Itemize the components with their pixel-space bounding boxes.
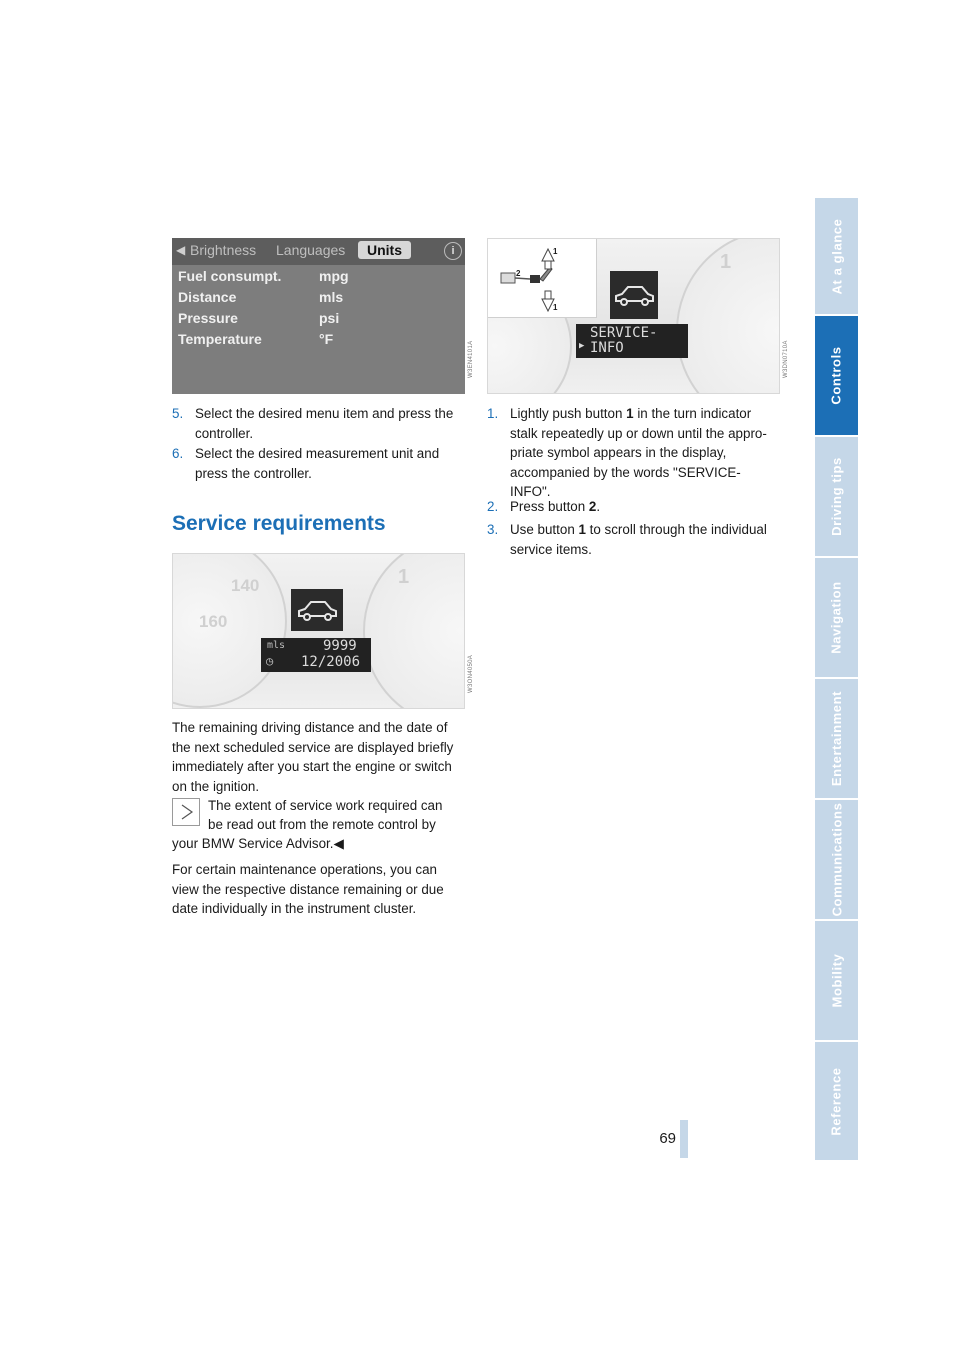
distance-unit: mls [267,640,286,651]
step-line: INFO". [510,484,551,499]
side-tab-entertainment[interactable] [815,679,858,798]
step-text [195,404,453,443]
dial-number: 1 [720,251,732,273]
clock-icon: ◷ [266,654,274,668]
step-line: in the turn indicator [633,406,752,421]
dial-number: 140 [231,576,260,595]
dial-number: 160 [199,612,228,631]
note-line-2: be read out from the remote control by [208,817,436,832]
figure-code: W3DN0710A [783,340,789,378]
car-service-icon [291,589,343,631]
step-line: service items. [510,541,592,557]
lcd-line-1: SERVICE- [590,325,658,341]
step-line: priate symbol appears in the display, [510,445,727,460]
note-line-1: The extent of service work required can [208,798,443,813]
side-tab-label: At a glance [829,218,844,294]
turn-stalk-icon [488,239,596,317]
step-line: . [596,499,601,514]
step-number: 3. [487,522,499,537]
side-tab-label: Entertainment [829,690,845,787]
step-line: press the controller. [195,465,312,481]
row-value-pressure: psi [319,310,340,326]
figure-code: W3EN4101A [468,340,474,378]
section-heading: Service requirements [172,512,386,535]
step-line: to scroll through the individual [585,522,767,537]
paragraph-service-display [172,718,472,796]
step-line: accompanied by the words "SERVICE- [510,464,741,480]
para-line: date individually in the instrument cluster. [172,901,417,916]
button-label-1-top: 1 [553,247,558,256]
row-value-temperature: °F [319,331,334,347]
info-icon: i [444,242,462,260]
side-tab-navigation[interactable] [815,558,858,677]
side-tab-mobility[interactable] [815,921,858,1040]
button-ref: 2 [588,499,597,514]
para-line: The remaining driving distance and the date of [172,720,448,735]
para-line: view the respective distance remaining or due [172,881,444,897]
side-tab-controls[interactable] [815,316,858,435]
units-menu-figure [172,238,465,394]
side-tab-at-a-glance[interactable] [815,198,858,314]
step-text [195,444,439,483]
para-line: the next scheduled service are displayed briefly [172,739,454,755]
step-line: controller. [195,425,254,441]
service-info-lcd [576,324,688,358]
step-number: 1. [487,406,499,421]
side-tab-label: Driving tips [829,457,844,536]
service-data-lcd [261,638,371,672]
side-tab-label: Navigation [829,581,844,654]
lcd-arrow-icon: ▶ [579,341,585,351]
service-symbol-display [610,271,658,319]
side-tab-reference[interactable] [815,1042,858,1160]
row-label-distance: Distance [178,289,237,305]
side-tab-label: Reference [829,1066,844,1136]
button-label-2: 2 [516,269,521,278]
side-tab-driving-tips[interactable] [815,437,858,556]
para-line: immediately after you start the engine or switch [172,759,452,774]
step-line: Use button [510,522,579,537]
row-value-fuel: mpg [319,268,349,284]
service-date: 12/2006 [301,654,361,670]
side-tab-label: Mobility [829,953,844,1008]
step-text [510,497,600,517]
button-label-1-bottom: 1 [553,303,558,312]
step-number: 5. [172,406,184,421]
car-service-icon [610,271,658,319]
row-label-temperature: Temperature [178,331,262,347]
step-text [510,520,767,559]
para-line: For certain maintenance operations, you can [172,862,437,877]
right-dial [363,553,465,709]
side-tab-communications[interactable] [815,800,858,919]
para-line: on the ignition. [172,778,260,794]
dial-number: 1 [398,566,410,588]
page-number: 69 [659,1130,676,1147]
button-ref: 1 [626,406,634,421]
figure-code: W3ON4050A [468,654,474,693]
page-number-bar [680,1120,688,1158]
button-ref: 1 [578,522,586,537]
back-arrow-icon: ◀ [176,243,186,257]
step-line: Select the desired measurement unit and [195,446,440,461]
note-line-3: your BMW Service Advisor.◀ [172,836,344,851]
step-line: stalk repeatedly up or down until the appro- [510,425,767,441]
note-icon [172,798,200,826]
step-number: 6. [172,446,184,461]
menu-tab-units: Units [358,241,411,259]
row-value-distance: mls [319,289,344,305]
paragraph-maintenance [172,860,472,919]
menu-tab-languages: Languages [276,242,346,258]
lcd-line-2: INFO [590,340,624,356]
step-number: 2. [487,499,499,514]
menu-tab-brightness: Brightness [190,242,257,258]
step-line: Press button [510,499,589,514]
left-dial [172,553,287,708]
side-tab-label: Communications [829,802,845,917]
distance-value: 9999 [323,638,357,654]
service-symbol-display [291,589,343,631]
step-text [510,404,767,502]
side-tab-label: Controls [829,346,844,405]
stalk-inset [488,239,597,318]
service-info-figure [487,238,780,394]
row-label-pressure: Pressure [178,310,238,326]
step-line: Select the desired menu item and press the [195,406,454,421]
service-display-figure [172,553,465,709]
step-line: Lightly push button [510,406,627,421]
row-label-fuel: Fuel consumpt. [178,268,282,284]
